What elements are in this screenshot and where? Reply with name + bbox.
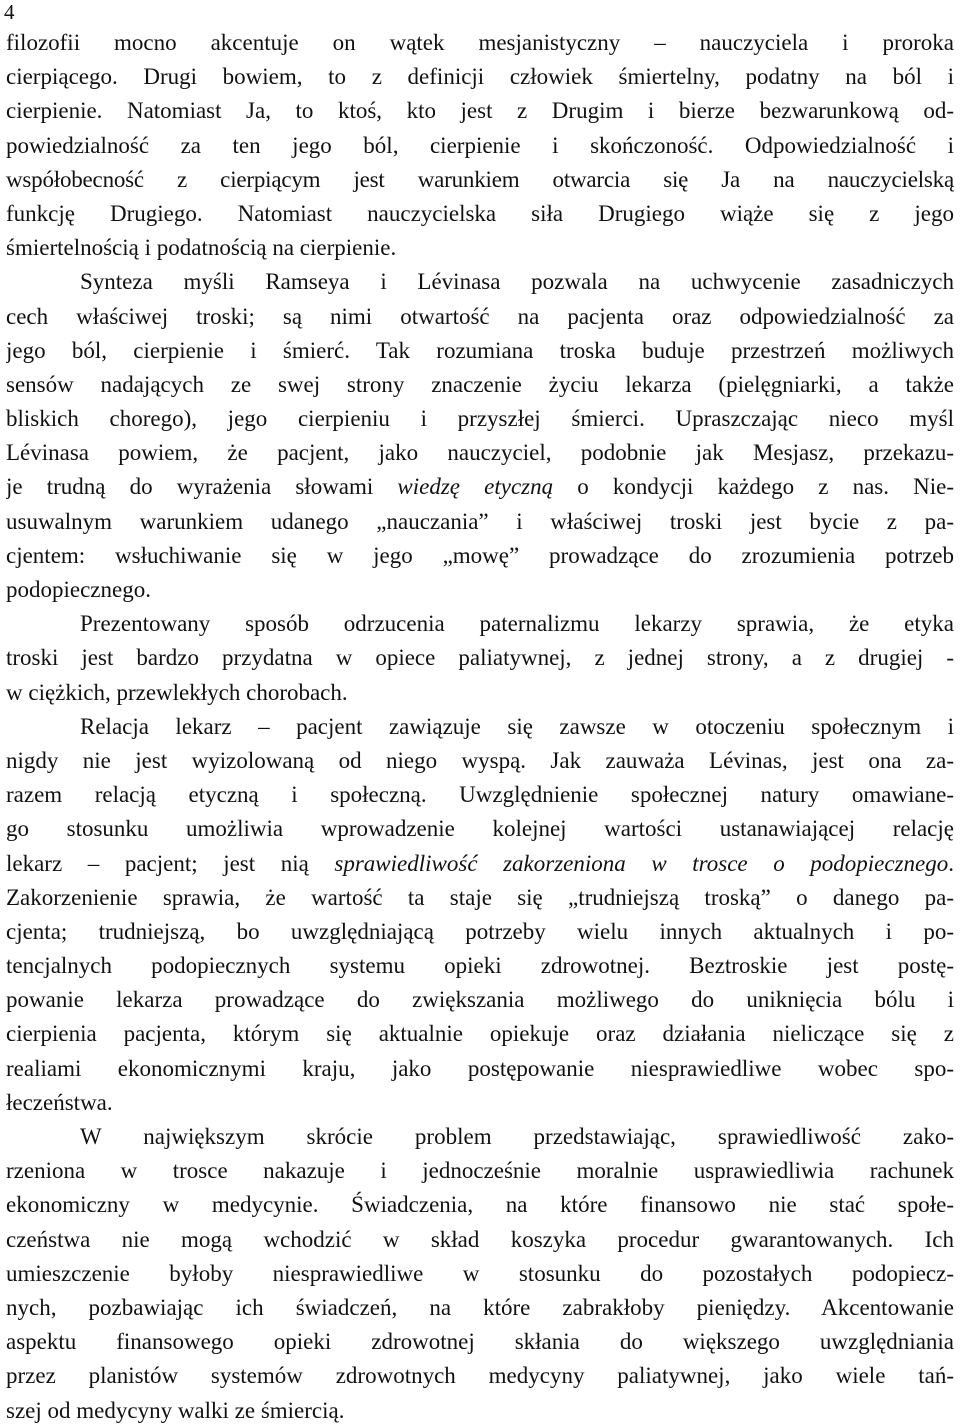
text-line: bliskich chorego), jego cierpieniu i przyszłej śmierci. Upraszczając nieco myśl xyxy=(6,406,954,432)
text-line: współobecność z cierpiącym jest warunkiem otwarcia się Ja na nauczycielską xyxy=(6,166,954,192)
paragraph-first-line: Prezentowany sposób odrzucenia paternalizmu lekarzy sprawia, że etyka xyxy=(80,611,954,637)
paragraph-first-line: Relacja lekarz – pacjent zawiązuje się zawsze w otoczeniu społecznym i xyxy=(80,713,954,739)
text-line: cech właściwej troski; są nimi otwartość na pacjenta oraz odpowiedzialność za xyxy=(6,303,954,329)
paragraph-first-line: Synteza myśli Ramseya i Lévinasa pozwala na uchwycenie zasadniczych xyxy=(80,269,954,295)
line-text-after: o kondycji każdego z nas. Nie- xyxy=(553,474,954,500)
text-line: cierpiącego. Drugi bowiem, to z definicji człowiek śmiertelny, podatny na ból i xyxy=(6,64,954,90)
text-line: umieszczenie byłoby niesprawiedliwe w stosunku do pozostałych podopiecz- xyxy=(6,1260,954,1286)
text-line: ekonomiczny w medycynie. Świadczenia, na które finansowo nie stać społe- xyxy=(6,1192,954,1218)
body-text xyxy=(6,26,954,1428)
line-text-before: je trudną do wyrażenia słowami xyxy=(6,474,398,500)
text-line: powanie lekarza prowadzące do zwiększania możliwego do uniknięcia bólu i xyxy=(6,987,954,1013)
text-line: w ciężkich, przewlekłych chorobach. xyxy=(6,679,348,705)
text-line: śmiertelnością i podatnością na cierpienie. xyxy=(6,235,397,261)
text-line-with-italic xyxy=(6,847,954,881)
text-line: nigdy nie jest wyizolowaną od niego wyspą. Jak zauważa Lévinas, jest ona za- xyxy=(6,747,954,773)
text-line: sensów nadających ze swej strony znaczenie życiu lekarza (pielęgniarki, a także xyxy=(6,371,954,397)
text-line: razem relacją etyczną i społeczną. Uwzględnienie społecznej natury omawiane- xyxy=(6,782,954,808)
text-line: szej od medycyny walki ze śmiercią. xyxy=(6,1397,345,1423)
text-line: realiami ekonomicznymi kraju, jako postępowanie niesprawiedliwe wobec spo- xyxy=(6,1055,954,1081)
page-number: 4 xyxy=(4,0,15,24)
text-line: jego ból, cierpienie i śmierć. Tak rozumiana troska buduje przestrzeń możliwych xyxy=(6,337,954,363)
text-line: przez planistów systemów zdrowotnych medycyny paliatywnej, jako wiele tań- xyxy=(6,1363,954,1389)
text-line: powiedzialność za ten jego ból, cierpienie i skończoność. Odpowiedzialność i xyxy=(6,132,954,158)
text-line: tencjalnych podopiecznych systemu opieki zdrowotnej. Beztroskie jest postę- xyxy=(6,953,954,979)
text-line: funkcję Drugiego. Natomiast nauczycielska siła Drugiego wiąże się z jego xyxy=(6,200,954,226)
italic-phrase: wiedzę etyczną xyxy=(397,474,554,500)
text-line: troski jest bardzo przydatna w opiece paliatywnej, z jednej strony, a z drugiej - xyxy=(6,645,954,671)
text-line: cierpienie. Natomiast Ja, to ktoś, kto jest z Drugim i bierze bezwarunkową od- xyxy=(6,98,954,124)
text-line: aspektu finansowego opieki zdrowotnej skłania do większego uwzględniania xyxy=(6,1329,954,1355)
text-line: filozofii mocno akcentuje on wątek mesjanistyczny – nauczyciela i proroka xyxy=(6,30,954,55)
text-line: cjentem: wsłuchiwanie się w jego „mowę” prowadzące do zrozumienia potrzeb xyxy=(6,542,954,568)
text-line: Zakorzenienie sprawia, że wartość ta staje się „trudniejszą troską” o danego pa- xyxy=(6,884,954,910)
line-text-before: lekarz – pacjent; jest nią xyxy=(6,850,335,876)
paragraph-first-line: W największym skrócie problem przedstawiając, sprawiedliwość zako- xyxy=(80,1124,954,1149)
text-line: czeństwa nie mogą wchodzić w skład koszyka procedur gwarantowanych. Ich xyxy=(6,1226,954,1252)
text-line-with-italic xyxy=(6,470,954,504)
text-line: nych, pozbawiając ich świadczeń, na które zabrakłoby pieniędzy. Akcentowanie xyxy=(6,1294,954,1320)
text-line: Lévinasa powiem, że pacjent, jako nauczyciel, podobnie jak Mesjasz, przekazu- xyxy=(6,440,954,466)
text-line: go stosunku umożliwia wprowadzenie kolejnej wartości ustanawiającej relację xyxy=(6,816,954,842)
line-text-after: . xyxy=(948,850,954,876)
text-line: rzeniona w trosce nakazuje i jednocześnie moralnie usprawiedliwia rachunek xyxy=(6,1158,954,1184)
italic-phrase: sprawiedliwość zakorzeniona w trosce o podopiecznego xyxy=(334,850,949,876)
text-line: podopiecznego. xyxy=(6,577,151,602)
text-line: cjenta; trudniejszą, bo uwzględniającą potrzeby wielu innych aktualnych i po- xyxy=(6,918,954,944)
text-line: łeczeństwa. xyxy=(6,1089,113,1115)
text-line: usuwalnym warunkiem udanego „nauczania” i właściwej troski jest bycie z pa- xyxy=(6,508,954,534)
text-line: cierpienia pacjenta, którym się aktualnie opiekuje oraz działania nieliczące się z xyxy=(6,1021,954,1047)
